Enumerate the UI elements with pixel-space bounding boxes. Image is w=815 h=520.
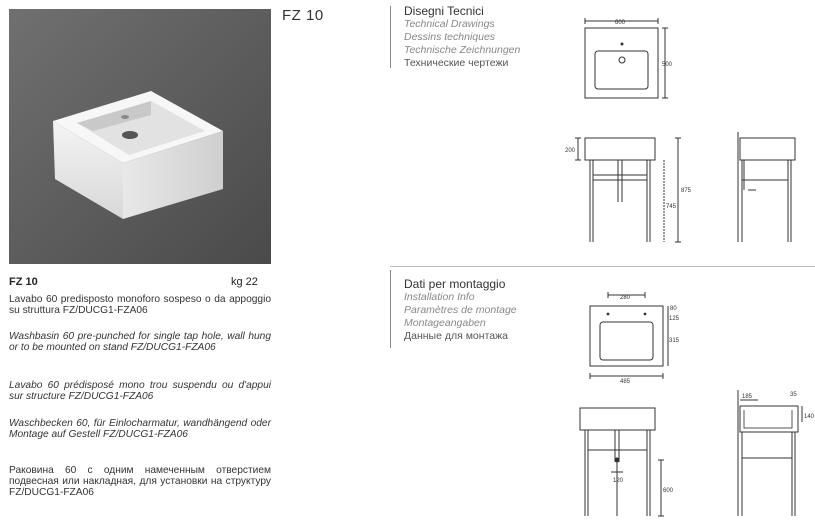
installation-en: Installation Info (404, 291, 475, 303)
side-view-drawing (730, 130, 800, 250)
technical-drawings-ru: Технические чертежи (404, 57, 509, 69)
section-separator (390, 266, 815, 267)
dim-total-height: 875 (681, 188, 692, 194)
description-french: Lavabo 60 prédisposé mono trou suspendu ou d'appui sur structure FZ/DUCG1-FZA06 (9, 380, 271, 402)
dim-side-h: 140 (804, 414, 815, 420)
technical-drawings-title: Disegni Tecnici (404, 4, 484, 18)
dim-side-top: 80 (670, 306, 677, 312)
dim-stand-height: 745 (666, 204, 677, 210)
dim-mid: 125 (669, 316, 680, 322)
dim-floor: 600 (663, 488, 674, 494)
dim-height: 200 (565, 148, 576, 154)
front-view-drawing (560, 130, 700, 250)
technical-drawings-en: Technical Drawings (404, 18, 495, 30)
product-code: FZ 10 (9, 276, 38, 288)
description-english: Washbasin 60 pre-punched for single tap hole, wall hung or to be mounted on stand FZ/DUCG1-FZA06 (9, 331, 271, 353)
description-russian: Раковина 60 с одним намеченным отверстием подвесная или накладная, для установки на структуру FZ/DUCG1-FZA06 (9, 465, 271, 498)
dim-top: 280 (620, 295, 631, 301)
top-view-drawing (570, 14, 680, 104)
technical-drawings-de: Technische Zeichnungen (404, 44, 521, 56)
product-weight: kg 22 (231, 276, 258, 288)
installation-heading (404, 278, 517, 343)
technical-drawings-fr: Dessins techniques (404, 31, 496, 43)
section-divider-installation (390, 270, 391, 348)
section-divider-technical (390, 6, 391, 68)
product-photo (9, 9, 271, 264)
dim-lower: 315 (669, 338, 680, 344)
dim-drain: 120 (613, 478, 624, 484)
installation-side-view (730, 388, 815, 518)
washbasin-illustration (9, 9, 271, 264)
description-german: Waschbecken 60, für Einlocharmatur, wandhängend oder Montage auf Gestell FZ/DUCG1-FZA06 (9, 418, 271, 440)
technical-drawings-heading (404, 5, 520, 70)
page-title: FZ 10 (282, 7, 324, 24)
installation-de: Montageangaben (404, 317, 486, 329)
dim-side-small: 35 (790, 392, 797, 398)
dim-width: 600 (615, 20, 626, 26)
dim-side-wall: 185 (742, 394, 753, 400)
installation-front-view (575, 400, 695, 518)
installation-top-view (570, 290, 680, 385)
dim-depth: 500 (662, 62, 673, 68)
installation-fr: Paramètres de montage (404, 304, 517, 316)
dim-bottom: 485 (620, 379, 631, 385)
installation-ru: Данные для монтажа (404, 330, 508, 342)
description-italian: Lavabo 60 predisposto monoforo sospeso o da appoggio su struttura FZ/DUCG1-FZA06 (9, 294, 271, 316)
installation-title: Dati per montaggio (404, 277, 506, 291)
